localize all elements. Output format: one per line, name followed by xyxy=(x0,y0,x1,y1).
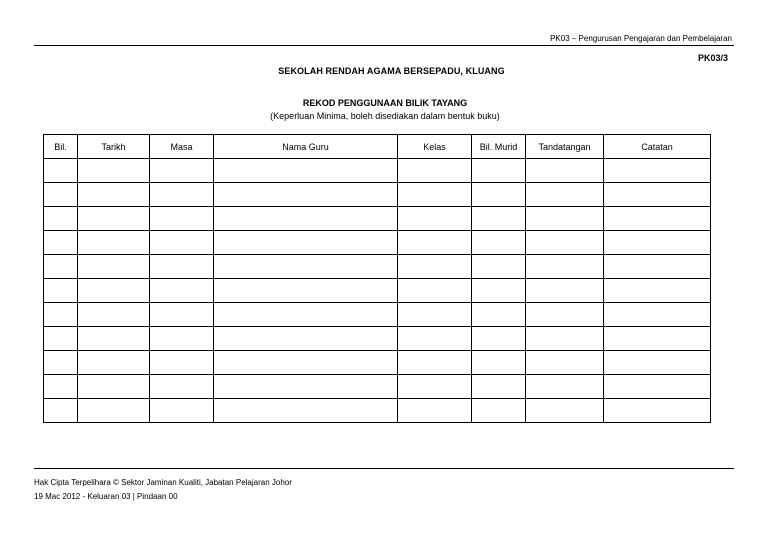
table-cell xyxy=(214,183,398,207)
table-row xyxy=(44,303,711,327)
table-cell xyxy=(398,207,472,231)
footer-revision: 19 Mac 2012 - Keluaran 03 | Pindaan 00 xyxy=(34,492,178,501)
table-cell xyxy=(604,183,711,207)
table-cell xyxy=(44,279,78,303)
table-cell xyxy=(214,279,398,303)
header-section-title: PK03 – Pengurusan Pengajaran dan Pembelajaran xyxy=(550,34,732,43)
table-cell xyxy=(214,231,398,255)
table-cell xyxy=(526,207,604,231)
table-cell xyxy=(472,255,526,279)
table-cell xyxy=(526,327,604,351)
table-cell xyxy=(78,255,150,279)
header-rule xyxy=(34,45,734,46)
table-cell xyxy=(526,375,604,399)
table-cell xyxy=(526,351,604,375)
table-cell xyxy=(604,255,711,279)
table-cell xyxy=(472,231,526,255)
table-body xyxy=(44,159,711,423)
table-cell xyxy=(526,159,604,183)
table-cell xyxy=(398,303,472,327)
table-cell xyxy=(526,231,604,255)
column-header-masa: Masa xyxy=(150,135,214,159)
table-header-row xyxy=(44,135,711,159)
table-row xyxy=(44,207,711,231)
table-cell xyxy=(150,255,214,279)
table-cell xyxy=(526,255,604,279)
table-cell xyxy=(398,159,472,183)
table-cell xyxy=(44,399,78,423)
table-cell xyxy=(398,375,472,399)
table-cell xyxy=(78,303,150,327)
table-cell xyxy=(214,255,398,279)
table-cell xyxy=(472,159,526,183)
table-cell xyxy=(78,207,150,231)
table-cell xyxy=(150,303,214,327)
table-cell xyxy=(604,399,711,423)
table-cell xyxy=(44,303,78,327)
table-cell xyxy=(150,159,214,183)
table-cell xyxy=(150,183,214,207)
table-cell xyxy=(214,159,398,183)
table-cell xyxy=(214,351,398,375)
table-row xyxy=(44,279,711,303)
table-row xyxy=(44,351,711,375)
table-cell xyxy=(604,375,711,399)
table-cell xyxy=(398,231,472,255)
table-cell xyxy=(150,231,214,255)
form-subtitle: (Keperluan Minima, boleh disediakan dalam bentuk buku) xyxy=(270,111,500,121)
table-cell xyxy=(526,279,604,303)
table-cell xyxy=(44,255,78,279)
table-cell xyxy=(604,303,711,327)
table-cell xyxy=(44,327,78,351)
column-header-tandatangan: Tandatangan xyxy=(526,135,604,159)
table-cell xyxy=(398,255,472,279)
table-cell xyxy=(44,183,78,207)
table-cell xyxy=(78,351,150,375)
table-cell xyxy=(604,351,711,375)
table-cell xyxy=(150,279,214,303)
table-cell xyxy=(78,159,150,183)
table-cell xyxy=(526,183,604,207)
table-cell xyxy=(44,207,78,231)
table-cell xyxy=(472,279,526,303)
table-cell xyxy=(398,399,472,423)
record-table xyxy=(43,134,711,423)
table-cell xyxy=(398,279,472,303)
table-cell xyxy=(472,399,526,423)
table-cell xyxy=(78,399,150,423)
table-row xyxy=(44,255,711,279)
table-cell xyxy=(44,351,78,375)
table-cell xyxy=(78,183,150,207)
table-cell xyxy=(150,327,214,351)
table-cell xyxy=(472,327,526,351)
table-cell xyxy=(214,399,398,423)
table-row xyxy=(44,159,711,183)
table-cell xyxy=(472,375,526,399)
table-cell xyxy=(150,351,214,375)
column-header-kelas: Kelas xyxy=(398,135,472,159)
column-header-nama-guru: Nama Guru xyxy=(214,135,398,159)
table-cell xyxy=(214,303,398,327)
table-cell xyxy=(472,303,526,327)
table-cell xyxy=(44,231,78,255)
table-cell xyxy=(472,351,526,375)
table-row xyxy=(44,399,711,423)
table-cell xyxy=(604,159,711,183)
table-cell xyxy=(150,399,214,423)
table-row xyxy=(44,375,711,399)
table-cell xyxy=(44,375,78,399)
column-header-bil: Bil. xyxy=(44,135,78,159)
column-header-tarikh: Tarikh xyxy=(78,135,150,159)
table-cell xyxy=(398,183,472,207)
table-cell xyxy=(214,207,398,231)
table-cell xyxy=(604,279,711,303)
table-cell xyxy=(472,183,526,207)
table-cell xyxy=(78,279,150,303)
footer-rule xyxy=(34,468,734,469)
table-cell xyxy=(78,327,150,351)
document-code: PK03/3 xyxy=(697,53,728,63)
table-row xyxy=(44,231,711,255)
table-row xyxy=(44,327,711,351)
table-cell xyxy=(472,207,526,231)
table-cell xyxy=(44,159,78,183)
table-cell xyxy=(214,375,398,399)
column-header-bil-murid: Bil. Murid xyxy=(472,135,526,159)
table-cell xyxy=(78,375,150,399)
table-cell xyxy=(398,351,472,375)
table-cell xyxy=(526,303,604,327)
table-cell xyxy=(398,327,472,351)
form-title: REKOD PENGGUNAAN BILIK TAYANG xyxy=(302,98,468,108)
table-cell xyxy=(78,231,150,255)
table-cell xyxy=(604,231,711,255)
table-row xyxy=(44,183,711,207)
school-name: SEKOLAH RENDAH AGAMA BERSEPADU, KLUANG xyxy=(278,66,505,76)
table-cell xyxy=(150,207,214,231)
table-cell xyxy=(604,327,711,351)
table-cell xyxy=(150,375,214,399)
table-cell xyxy=(526,399,604,423)
table-cell xyxy=(604,207,711,231)
column-header-catatan: Catatan xyxy=(604,135,711,159)
footer-copyright: Hak Cipta Terpelihara © Sektor Jaminan Kualiti, Jabatan Pelajaran Johor xyxy=(34,478,292,487)
table-cell xyxy=(214,327,398,351)
